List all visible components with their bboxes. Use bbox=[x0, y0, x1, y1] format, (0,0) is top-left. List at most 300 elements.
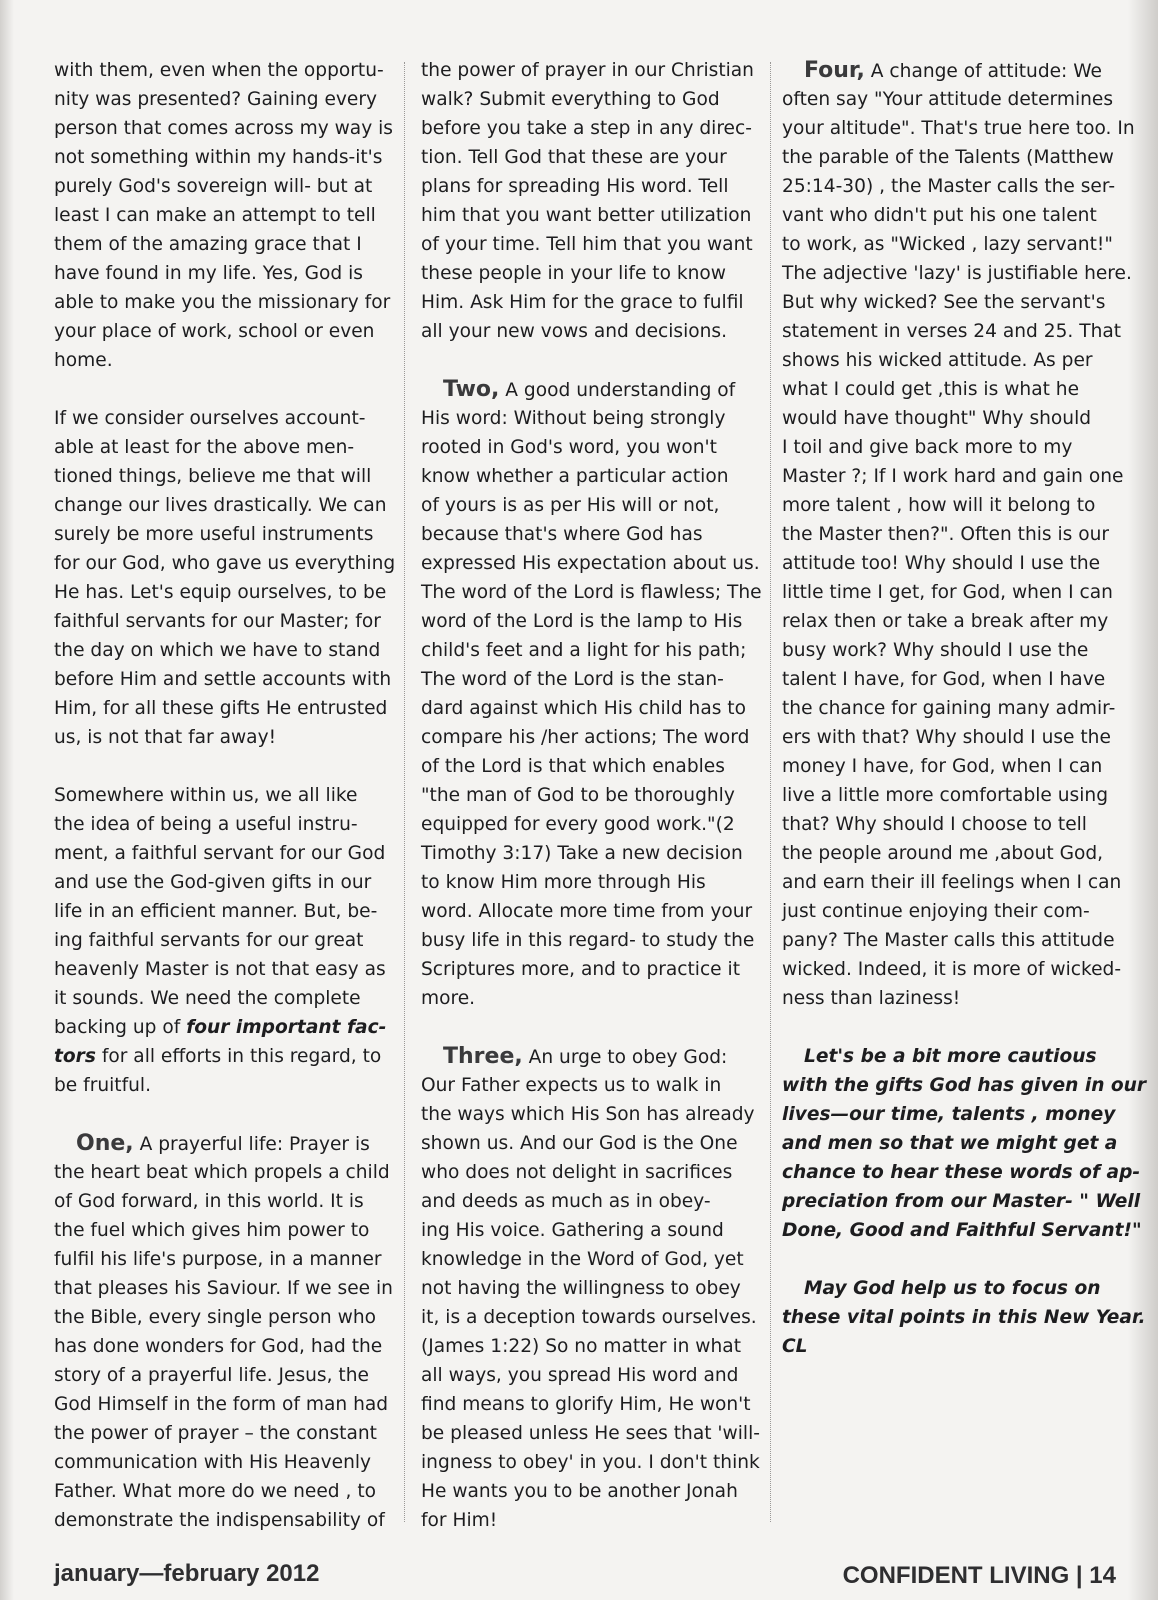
text-line bbox=[421, 1332, 759, 1361]
line-text: the ways which His Son has already bbox=[421, 1104, 755, 1125]
line-text: more talent , how will it belong to bbox=[782, 495, 1096, 516]
line-text: He wants you to be another Jonah bbox=[421, 1481, 738, 1502]
magazine-page-footer: CONFIDENT LIVING | 14 bbox=[842, 1562, 1116, 1589]
text-line bbox=[421, 433, 759, 462]
line-text: change our lives drastically. We can bbox=[54, 495, 387, 516]
section-lead-word: Four, bbox=[804, 58, 865, 83]
page-edge-shadow bbox=[0, 0, 14, 1600]
closing-emphasis-text: Let's be a bit more cautious bbox=[804, 1046, 1097, 1067]
paragraph-gap bbox=[421, 1013, 759, 1042]
text-line bbox=[54, 288, 391, 317]
text-line bbox=[54, 85, 384, 114]
line-text: find means to glorify Him, He won't bbox=[421, 1394, 751, 1415]
text-line bbox=[54, 172, 384, 201]
text-line bbox=[54, 1245, 384, 1274]
line-text: A prayerful life: Prayer is bbox=[133, 1134, 370, 1155]
line-text: not something within my hands-it's bbox=[54, 147, 383, 168]
line-text: Our Father expects us to walk in bbox=[421, 1075, 722, 1096]
text-line bbox=[421, 172, 759, 201]
text-line bbox=[782, 375, 1130, 404]
line-text: child's feet and a light for his path; bbox=[421, 640, 747, 661]
line-text: ingness to obey' in you. I don't think bbox=[421, 1452, 760, 1473]
text-line bbox=[421, 1419, 759, 1448]
paragraph-gap bbox=[782, 1245, 1130, 1274]
text-line bbox=[421, 288, 759, 317]
line-text: the power of prayer – the constant bbox=[54, 1423, 377, 1444]
line-text: and deeds as much as in obey- bbox=[421, 1191, 711, 1212]
text-line bbox=[421, 1477, 759, 1506]
line-text: ment, a faithful servant for our God bbox=[54, 843, 386, 864]
text-line bbox=[54, 201, 384, 230]
text-line bbox=[782, 1187, 1141, 1216]
text-line bbox=[421, 839, 759, 868]
line-text: before you take a step in any direc- bbox=[421, 118, 752, 139]
text-line bbox=[54, 607, 384, 636]
text-line bbox=[421, 723, 759, 752]
line-text: of God forward, in this world. It is bbox=[54, 1191, 364, 1212]
text-line bbox=[54, 1187, 384, 1216]
text-line bbox=[782, 694, 1130, 723]
line-text: Timothy 3:17) Take a new decision bbox=[421, 843, 743, 864]
line-text: the idea of being a useful instru- bbox=[54, 814, 358, 835]
line-text: nity was presented? Gaining every bbox=[54, 89, 378, 110]
line-text: But why wicked? See the servant's bbox=[782, 292, 1106, 313]
text-line bbox=[421, 1506, 759, 1535]
text-line bbox=[421, 665, 759, 694]
emphasis-text: tors bbox=[54, 1046, 96, 1067]
text-line bbox=[782, 85, 1130, 114]
text-line bbox=[782, 810, 1130, 839]
closing-emphasis-text: CL bbox=[782, 1336, 808, 1357]
text-line bbox=[54, 984, 384, 1013]
text-line bbox=[421, 1303, 759, 1332]
line-text: The adjective 'lazy' is justifiable here. bbox=[782, 263, 1132, 284]
text-line bbox=[421, 143, 759, 172]
line-text: Him. Ask Him for the grace to fulfil bbox=[421, 292, 744, 313]
line-text: the power of prayer in our Christian bbox=[421, 60, 754, 81]
line-text: has done wonders for God, had the bbox=[54, 1336, 383, 1357]
text-line bbox=[54, 578, 387, 607]
line-text: vant who didn't put his one talent bbox=[782, 205, 1097, 226]
line-text: word of the Lord is the lamp to His bbox=[421, 611, 743, 632]
text-line bbox=[54, 462, 384, 491]
text-line bbox=[782, 317, 1130, 346]
line-text: money I have, for God, when I can bbox=[782, 756, 1103, 777]
text-line bbox=[54, 1506, 384, 1535]
line-text: The word of the Lord is the stan- bbox=[421, 669, 724, 690]
article-column-2 bbox=[421, 56, 762, 1535]
text-line bbox=[421, 114, 759, 143]
line-text: plans for spreading His word. Tell bbox=[421, 176, 729, 197]
text-line bbox=[54, 56, 384, 85]
closing-emphasis-text: these vital points in this New Year. bbox=[782, 1307, 1146, 1328]
text-line bbox=[421, 230, 759, 259]
text-line bbox=[782, 781, 1130, 810]
text-line bbox=[421, 810, 759, 839]
line-text: busy life in this regard- to study the bbox=[421, 930, 755, 951]
text-line bbox=[782, 549, 1130, 578]
text-line bbox=[782, 1332, 1130, 1361]
line-text: surely be more useful instruments bbox=[54, 524, 374, 545]
line-text: A change of attitude: We bbox=[864, 61, 1102, 82]
text-line bbox=[54, 491, 387, 520]
text-line bbox=[421, 259, 759, 288]
line-text: home. bbox=[54, 350, 113, 371]
line-text: live a little more comfortable using bbox=[782, 785, 1108, 806]
text-line bbox=[421, 1042, 759, 1071]
line-text: to know Him more through His bbox=[421, 872, 706, 893]
text-line bbox=[54, 1477, 384, 1506]
line-text: compare his /her actions; The word bbox=[421, 727, 750, 748]
line-text: of yours is as per His will or not, bbox=[421, 495, 720, 516]
line-text: He has. Let's equip ourselves, to be bbox=[54, 582, 387, 603]
text-line bbox=[421, 520, 759, 549]
line-text: Father. What more do we need , to bbox=[54, 1481, 377, 1502]
text-line bbox=[782, 114, 1135, 143]
text-line bbox=[54, 1303, 384, 1332]
line-text: If we consider ourselves account- bbox=[54, 408, 366, 429]
text-line bbox=[54, 433, 384, 462]
line-text: with them, even when the opportu- bbox=[54, 60, 384, 81]
text-line bbox=[782, 1216, 1142, 1245]
text-line bbox=[421, 1216, 759, 1245]
text-line bbox=[421, 404, 759, 433]
line-text: and earn their ill feelings when I can bbox=[782, 872, 1122, 893]
text-line bbox=[54, 1332, 384, 1361]
text-line bbox=[421, 1274, 759, 1303]
text-line bbox=[782, 1071, 1147, 1100]
line-text: ness than laziness! bbox=[782, 988, 961, 1009]
text-line bbox=[421, 1129, 759, 1158]
line-text: person that comes across my way is bbox=[54, 118, 393, 139]
text-line bbox=[782, 259, 1130, 288]
text-line bbox=[782, 665, 1130, 694]
text-line bbox=[421, 1245, 759, 1274]
text-line bbox=[782, 1158, 1141, 1187]
line-text: it, is a deception towards ourselves. bbox=[421, 1307, 757, 1328]
text-line bbox=[421, 491, 759, 520]
column-divider bbox=[770, 62, 771, 1522]
text-line bbox=[421, 984, 759, 1013]
text-line bbox=[421, 1448, 759, 1477]
text-line bbox=[782, 404, 1130, 433]
paragraph-gap bbox=[54, 375, 384, 404]
line-text: the Master then?". Often this is our bbox=[782, 524, 1110, 545]
text-line bbox=[54, 317, 384, 346]
line-text: just continue enjoying their com- bbox=[782, 901, 1090, 922]
issue-date-footer: january—february 2012 bbox=[54, 1560, 320, 1587]
text-line bbox=[782, 1042, 1130, 1071]
section-lead-word: Two, bbox=[443, 377, 500, 402]
text-line bbox=[421, 85, 759, 114]
text-line bbox=[782, 288, 1130, 317]
text-line bbox=[54, 1042, 384, 1071]
text-line bbox=[54, 230, 384, 259]
paragraph-gap bbox=[54, 1100, 384, 1129]
paragraph-gap bbox=[782, 1013, 1130, 1042]
text-line bbox=[54, 1448, 384, 1477]
text-line bbox=[782, 607, 1130, 636]
line-text: 25:14-30) , the Master calls the ser- bbox=[782, 176, 1116, 197]
line-text: The word of the Lord is flawless; The bbox=[421, 582, 762, 603]
line-text: story of a prayerful life. Jesus, the bbox=[54, 1365, 369, 1386]
line-text: shows his wicked attitude. As per bbox=[782, 350, 1093, 371]
text-line bbox=[421, 578, 762, 607]
text-line bbox=[54, 694, 388, 723]
line-text: purely God's sovereign will- but at bbox=[54, 176, 373, 197]
line-text: faithful servants for our Master; for bbox=[54, 611, 381, 632]
text-line bbox=[54, 1158, 390, 1187]
text-line bbox=[54, 143, 384, 172]
text-line bbox=[782, 868, 1130, 897]
line-text: His word: Without being strongly bbox=[421, 408, 726, 429]
text-line bbox=[421, 897, 759, 926]
section-lead-word: One, bbox=[76, 1131, 134, 1156]
line-text: be pleased unless He sees that 'will- bbox=[421, 1423, 760, 1444]
line-text: that? Why should I choose to tell bbox=[782, 814, 1087, 835]
text-line bbox=[782, 578, 1130, 607]
page-edge-shadow bbox=[1128, 0, 1158, 1600]
closing-emphasis-text: lives—our time, talents , money bbox=[782, 1104, 1116, 1125]
text-line bbox=[421, 1361, 759, 1390]
line-text: would have thought" Why should bbox=[782, 408, 1092, 429]
text-line bbox=[54, 723, 384, 752]
line-text: the day on which we have to stand bbox=[54, 640, 381, 661]
line-text: him that you want better utilization bbox=[421, 205, 752, 226]
text-line bbox=[421, 201, 759, 230]
line-text: the people around me ,about God, bbox=[782, 843, 1104, 864]
text-line bbox=[54, 810, 384, 839]
line-text: the heart beat which propels a child bbox=[54, 1162, 390, 1183]
line-text: these people in your life to know bbox=[421, 263, 727, 284]
text-line bbox=[54, 1013, 387, 1042]
line-text: least I can make an attempt to tell bbox=[54, 205, 376, 226]
text-line bbox=[421, 1187, 759, 1216]
line-text: for our God, who gave us everything bbox=[54, 553, 396, 574]
line-text: the Bible, every single person who bbox=[54, 1307, 376, 1328]
text-line bbox=[782, 230, 1130, 259]
line-text: for all efforts in this regard, to bbox=[95, 1046, 382, 1067]
text-line bbox=[54, 926, 384, 955]
line-text: ers with that? Why should I use the bbox=[782, 727, 1111, 748]
closing-emphasis-text: May God help us to focus on bbox=[804, 1278, 1101, 1299]
line-text: Master ?; If I work hard and gain one bbox=[782, 466, 1124, 487]
text-line bbox=[54, 1361, 384, 1390]
article-column-3 bbox=[782, 56, 1147, 1361]
line-text: before Him and settle accounts with bbox=[54, 669, 392, 690]
text-line bbox=[54, 665, 392, 694]
text-line bbox=[782, 839, 1130, 868]
text-line bbox=[421, 375, 759, 404]
line-text: word. Allocate more time from your bbox=[421, 901, 753, 922]
text-line bbox=[421, 1100, 759, 1129]
article-column-1 bbox=[54, 56, 396, 1535]
text-line bbox=[421, 317, 759, 346]
line-text: pany? The Master calls this attitude bbox=[782, 930, 1115, 951]
closing-emphasis-text: preciation from our Master- " Well bbox=[782, 1191, 1141, 1212]
line-text: walk? Submit everything to God bbox=[421, 89, 720, 110]
text-line bbox=[782, 433, 1130, 462]
line-text: that pleases his Saviour. If we see in bbox=[54, 1278, 393, 1299]
line-text: the chance for gaining many admir- bbox=[782, 698, 1116, 719]
line-text: what I could get ,this is what he bbox=[782, 379, 1080, 400]
line-text: the fuel which gives him power to bbox=[54, 1220, 370, 1241]
line-text: who does not delight in sacrifices bbox=[421, 1162, 733, 1183]
line-text: for Him! bbox=[421, 1510, 498, 1531]
line-text: Scriptures more, and to practice it bbox=[421, 959, 740, 980]
line-text: talent I have, for God, when I have bbox=[782, 669, 1106, 690]
line-text: able at least for the above men- bbox=[54, 437, 355, 458]
text-line bbox=[782, 955, 1130, 984]
text-line bbox=[421, 1158, 759, 1187]
line-text: ing faithful servants for our great bbox=[54, 930, 364, 951]
text-line bbox=[782, 143, 1130, 172]
text-line bbox=[54, 955, 384, 984]
line-text: equipped for every good work."(2 bbox=[421, 814, 735, 835]
line-text: all ways, you spread His word and bbox=[421, 1365, 739, 1386]
line-text: ing His voice. Gathering a sound bbox=[421, 1220, 724, 1241]
line-text: little time I get, for God, when I can bbox=[782, 582, 1113, 603]
text-line bbox=[54, 781, 384, 810]
text-line bbox=[54, 520, 384, 549]
text-line bbox=[782, 984, 1130, 1013]
line-text: I toil and give back more to my bbox=[782, 437, 1073, 458]
text-line bbox=[782, 462, 1130, 491]
text-line bbox=[782, 172, 1130, 201]
text-line bbox=[54, 868, 384, 897]
text-line bbox=[421, 1390, 759, 1419]
line-text: attitude too! Why should I use the bbox=[782, 553, 1101, 574]
text-line bbox=[421, 694, 759, 723]
line-text: know whether a particular action bbox=[421, 466, 729, 487]
text-line bbox=[421, 549, 759, 578]
line-text: your place of work, school or even bbox=[54, 321, 375, 342]
line-text: tion. Tell God that these are your bbox=[421, 147, 727, 168]
text-line bbox=[782, 1129, 1130, 1158]
text-line bbox=[782, 491, 1130, 520]
line-text: busy work? Why should I use the bbox=[782, 640, 1089, 661]
text-line bbox=[782, 346, 1130, 375]
text-line bbox=[421, 926, 759, 955]
text-line bbox=[421, 607, 759, 636]
line-text: A good understanding of bbox=[499, 380, 736, 401]
line-text: statement in verses 24 and 25. That bbox=[782, 321, 1122, 342]
emphasis-text: four important fac- bbox=[186, 1017, 387, 1038]
line-text: rooted in God's word, you won't bbox=[421, 437, 717, 458]
paragraph-gap bbox=[421, 346, 759, 375]
text-line bbox=[421, 781, 759, 810]
text-line bbox=[54, 1071, 384, 1100]
line-text: expressed His expectation about us. bbox=[421, 553, 760, 574]
text-line bbox=[54, 1129, 384, 1158]
text-line bbox=[421, 955, 759, 984]
text-line bbox=[54, 1274, 393, 1303]
text-line bbox=[421, 868, 759, 897]
closing-emphasis-text: chance to hear these words of ap- bbox=[782, 1162, 1141, 1183]
text-line bbox=[54, 1419, 384, 1448]
line-text: An urge to obey God: bbox=[522, 1047, 728, 1068]
text-line bbox=[782, 926, 1130, 955]
text-line bbox=[782, 723, 1130, 752]
line-text: have found in my life. Yes, God is bbox=[54, 263, 363, 284]
closing-emphasis-text: and men so that we might get a bbox=[782, 1133, 1118, 1154]
text-line bbox=[782, 752, 1130, 781]
line-text: dard against which His child has to bbox=[421, 698, 746, 719]
line-text: them of the amazing grace that I bbox=[54, 234, 362, 255]
closing-emphasis-text: with the gifts God has given in our bbox=[782, 1075, 1147, 1096]
line-text: of the Lord is that which enables bbox=[421, 756, 725, 777]
line-text: often say "Your attitude determines bbox=[782, 89, 1114, 110]
line-text: all your new vows and decisions. bbox=[421, 321, 728, 342]
text-line bbox=[54, 346, 384, 375]
line-text: of your time. Tell him that you want bbox=[421, 234, 753, 255]
text-line bbox=[421, 752, 759, 781]
text-line bbox=[54, 1216, 384, 1245]
text-line bbox=[782, 520, 1130, 549]
line-text: demonstrate the indispensability of bbox=[54, 1510, 385, 1531]
text-line bbox=[54, 897, 384, 926]
text-line bbox=[782, 1100, 1130, 1129]
line-text: your altitude". That's true here too. In bbox=[782, 118, 1135, 139]
line-text: wicked. Indeed, it is more of wicked- bbox=[782, 959, 1122, 980]
text-line bbox=[782, 1303, 1146, 1332]
line-text: Him, for all these gifts He entrusted bbox=[54, 698, 388, 719]
line-text: it sounds. We need the complete bbox=[54, 988, 361, 1009]
text-line bbox=[54, 404, 384, 433]
text-line bbox=[421, 636, 759, 665]
text-line bbox=[782, 56, 1130, 85]
text-line bbox=[782, 636, 1130, 665]
line-text: not having the willingness to obey bbox=[421, 1278, 741, 1299]
column-divider bbox=[404, 62, 405, 1522]
text-line bbox=[782, 897, 1130, 926]
line-text: fulfil his life's purpose, in a manner bbox=[54, 1249, 382, 1270]
text-line bbox=[782, 201, 1130, 230]
line-text: Somewhere within us, we all like bbox=[54, 785, 358, 806]
line-text: and use the God-given gifts in our bbox=[54, 872, 372, 893]
line-text: us, is not that far away! bbox=[54, 727, 277, 748]
closing-emphasis-text: Done, Good and Faithful Servant!" bbox=[782, 1220, 1142, 1241]
line-text: able to make you the missionary for bbox=[54, 292, 391, 313]
text-line bbox=[54, 549, 396, 578]
line-text: relax then or take a break after my bbox=[782, 611, 1109, 632]
line-text: knowledge in the Word of God, yet bbox=[421, 1249, 744, 1270]
text-line bbox=[54, 114, 393, 143]
line-text: more. bbox=[421, 988, 476, 1009]
line-text: to work, as "Wicked , lazy servant!" bbox=[782, 234, 1113, 255]
line-text: life in an efficient manner. But, be- bbox=[54, 901, 378, 922]
text-line bbox=[421, 462, 759, 491]
text-line bbox=[421, 1071, 759, 1100]
line-text: be fruitful. bbox=[54, 1075, 151, 1096]
line-text: communication with His Heavenly bbox=[54, 1452, 372, 1473]
line-text: (James 1:22) So no matter in what bbox=[421, 1336, 741, 1357]
line-text: because that's where God has bbox=[421, 524, 703, 545]
line-text: the parable of the Talents (Matthew bbox=[782, 147, 1114, 168]
line-text: backing up of bbox=[54, 1017, 187, 1038]
line-text: heavenly Master is not that easy as bbox=[54, 959, 386, 980]
text-line bbox=[782, 1274, 1130, 1303]
text-line bbox=[421, 56, 759, 85]
line-text: shown us. And our God is the One bbox=[421, 1133, 738, 1154]
line-text: "the man of God to be thoroughly bbox=[421, 785, 735, 806]
text-line bbox=[54, 1390, 389, 1419]
text-line bbox=[54, 636, 384, 665]
text-line bbox=[54, 839, 384, 868]
paragraph-gap bbox=[54, 752, 384, 781]
text-line bbox=[54, 259, 384, 288]
line-text: God Himself in the form of man had bbox=[54, 1394, 389, 1415]
